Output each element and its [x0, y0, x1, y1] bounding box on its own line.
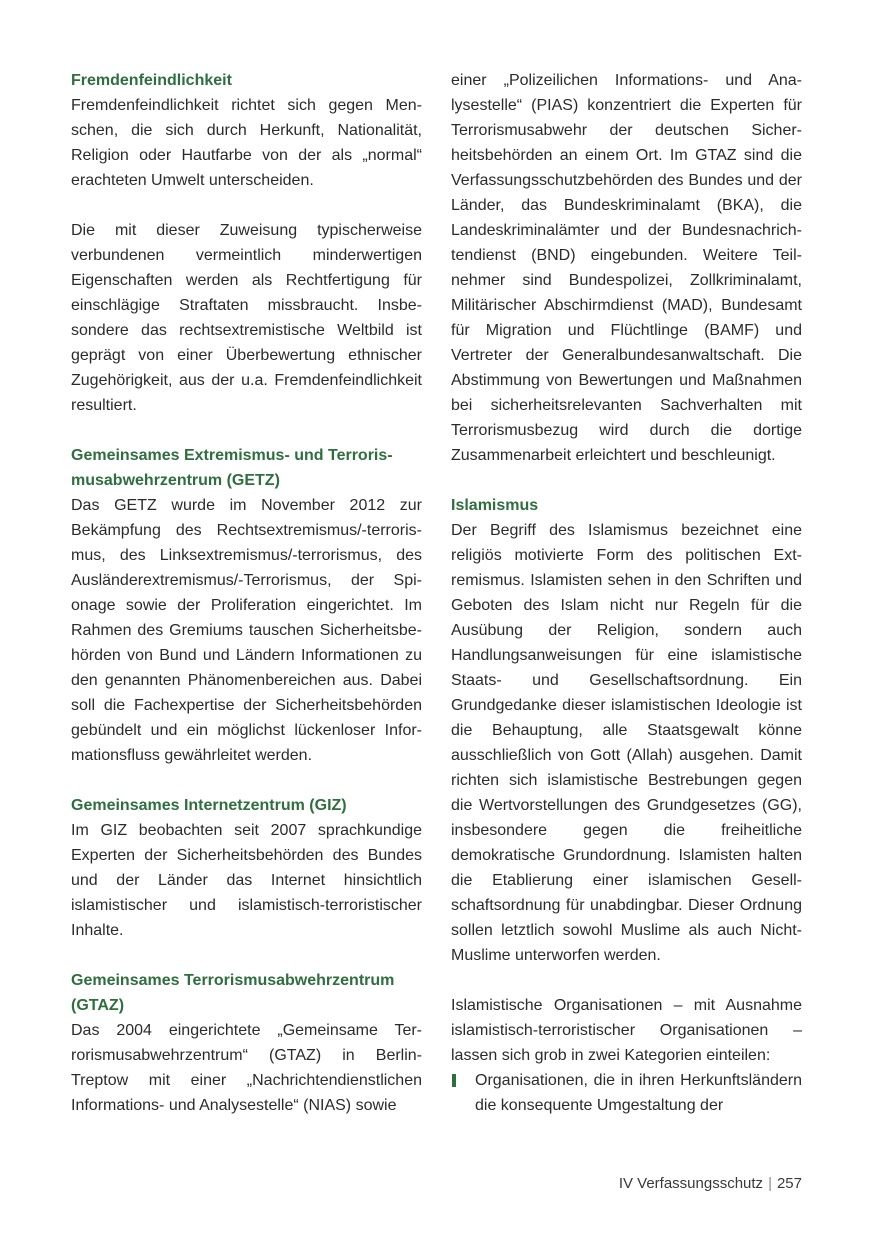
section-gemeinsames-terrorismusabwehrzentrum-gta	[71, 968, 422, 1118]
paragraph: Der Begriff des Islamismus bezeichnet eine religiös motivierte Form des politischen Extremismus. Islamisten sehen in den Schriften und Geboten des Islam nicht nur Regeln für die Ausübung der Religion, sondern auch Handlungsanweisungen für eine islamistische Staats- und Gesellschaftsordnung. Ein Grundgedanke dieser islamistischen Ideologie ist die Behauptung, alle Staatsgewalt könne ausschließlich von Gott (Allah) ausgehen. Damit richten sich islamistische Bestrebungen gegen die Wertvorstellungen des Grundgesetzes (GG), insbesondere gegen die freiheitliche demokratische Grundordnung. Islamisten halten die Etablierung einer islamischen Gesellschaftsordnung für unabdingbar. Dieser Ordnung sollen letztlich sowohl Muslime als auch Nicht-Muslime unterworfen werden.	[451, 522, 802, 964]
section-continued-0	[451, 68, 802, 468]
bullet-text: Organisationen, die in ihren Herkunftsländern die konsequente Umgestaltung der	[475, 1072, 802, 1114]
paragraph: Islamistische Organisationen – mit Ausnahme islamistisch-terroristischer Organisationen – lassen sich grob in zwei Kategorien einteilen:	[451, 997, 802, 1064]
bullet-marker-icon	[452, 1074, 456, 1087]
footer-section-title: IV Verfassungsschutz	[618, 1175, 764, 1192]
paragraph: Im GIZ beobachten seit 2007 sprachkundige Experten der Sicherheitsbehörden des Bundes und der Länder das Internet hinsichtlich islamistischer und islamistisch-terroristischer Inhalte.	[71, 822, 422, 939]
paragraph: Fremdenfeindlichkeit richtet sich gegen Menschen, die sich durch Herkunft, Nationalität, Religion oder Hautfarbe von der als „normal“ erachteten Umwelt unterscheiden.	[71, 97, 422, 189]
section-islamismus	[451, 493, 802, 968]
section-heading: Gemeinsames Terrorismusabwehrzentrum (GTAZ)	[71, 972, 395, 1014]
paragraph: Das GETZ wurde im November 2012 zur Bekämpfung des Rechtsextremismus/-terrorismus, des Linksextremismus/-terrorismus, des Ausländerextremismus/-Terrorismus, der Spionage sowie der Proliferation eingerichtet. Im Rahmen des Gremiums tauschen Sicherheitsbehörden von Bund und Ländern Informationen zu den genannten Phänomenbereichen aus. Dabei soll die Fachexpertise der Sicherheitsbehörden gebündelt und ein möglichst lückenloser Informationsfluss gewährleitet werden.	[71, 497, 422, 764]
right-column	[451, 68, 802, 1143]
section-gemeinsames-internetzentrum-giz	[71, 793, 422, 943]
section-heading: Fremdenfeindlichkeit	[71, 72, 232, 89]
section-fremdenfeindlichkeit	[71, 68, 422, 418]
page-footer	[619, 1173, 802, 1195]
paragraph: Die mit dieser Zuweisung typischerweise verbundenen vermeintlich minderwertigen Eigenschaften werden als Rechtfertigung für einschlägige Straftaten missbraucht. Insbesondere das rechtsextremistische Weltbild ist geprägt von einer Überbewertung ethnischer Zugehörigkeit, aus der u.a. Fremdenfeindlichkeit resultiert.	[71, 222, 422, 414]
section-heading: Gemeinsames Internetzentrum (GIZ)	[71, 797, 347, 814]
paragraph: einer „Polizeilichen Informations- und Analysestelle“ (PIAS) konzentriert die Experten für Terrorismusabwehr der deutschen Sicherheitsbehörden an einem Ort. Im GTAZ sind die Verfassungsschutzbehörden des Bundes und der Länder, das Bundeskriminalamt (BKA), die Landeskriminalämter und der Bundesnachrichtendienst (BND) eingebunden. Weitere Teilnehmer sind Bundespolizei, Zollkriminalamt, Militärischer Abschirmdienst (MAD), Bundesamt für Migration und Flüchtlinge (BAMF) und Vertreter der Generalbundesanwaltschaft. Die Abstimmung von Bewertungen und Maßnahmen bei sicherheitsrelevanten Sachverhalten mit Terrorismusbezug wird durch die dortige Zusammenarbeit erleichtert und beschleunigt.	[451, 72, 802, 464]
bullet-list	[451, 1068, 802, 1118]
section-heading: Gemeinsames Extremismus- und Terrorismusabwehrzentrum (GETZ)	[71, 447, 393, 489]
bullet-item	[451, 1068, 802, 1118]
footer-separator: |	[768, 1175, 772, 1192]
section-gemeinsames-extremismus-und-terroris-mus	[71, 443, 422, 768]
page-number: 257	[776, 1175, 802, 1192]
paragraph: Das 2004 eingerichtete „Gemeinsame Terrorismusabwehrzentrum“ (GTAZ) in Berlin-Treptow mit einer „Nachrichtendienstlichen Informations- und Analysestelle“ (NIAS) sowie	[71, 1022, 422, 1114]
left-column	[71, 68, 422, 1143]
section-heading: Islamismus	[451, 497, 539, 514]
section-continued-2	[451, 993, 802, 1118]
